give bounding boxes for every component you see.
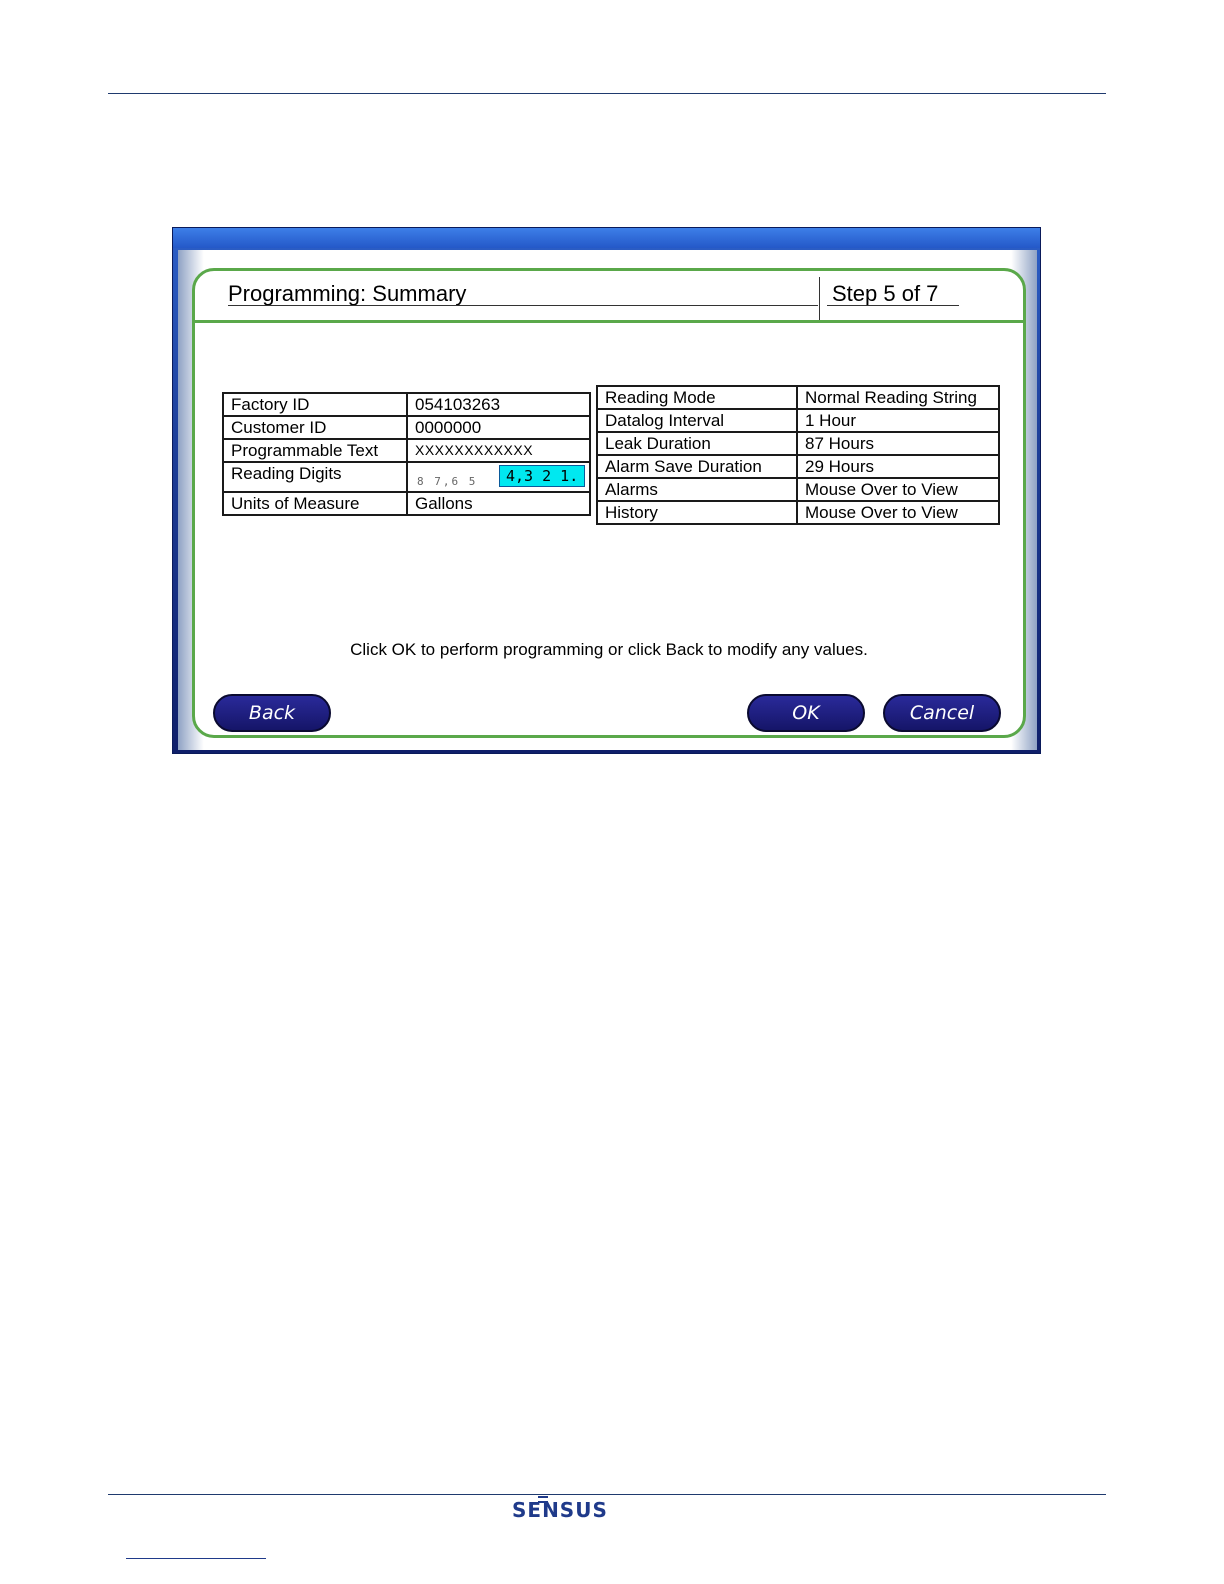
- row-value: Normal Reading String: [797, 386, 999, 409]
- history-mouseover[interactable]: Mouse Over to View: [797, 501, 999, 524]
- table-row: [597, 432, 999, 455]
- instruction-text: Click OK to perform programming or click Back to modify any values.: [350, 640, 868, 659]
- header-divider: [819, 277, 820, 320]
- summary-card: [192, 268, 1026, 738]
- table-row: [223, 439, 590, 462]
- alarms-mouseover[interactable]: Mouse Over to View: [797, 478, 999, 501]
- table-row: [597, 478, 999, 501]
- table-row: [597, 409, 999, 432]
- window-titlebar: [173, 228, 1040, 248]
- row-value: 0000000: [407, 416, 590, 439]
- row-label: Units of Measure: [223, 492, 407, 515]
- dialog-panel: [178, 250, 1037, 750]
- row-label: Alarm Save Duration: [597, 455, 797, 478]
- table-row: [223, 462, 590, 492]
- cancel-button[interactable]: Cancel: [883, 694, 1001, 732]
- step-indicator: Step 5 of 7: [832, 281, 939, 306]
- table-row: [597, 455, 999, 478]
- highlighted-digits: 4,3 2 1.: [499, 465, 585, 487]
- table-row: [223, 393, 590, 416]
- row-value: XXXXXXXXXXXX: [407, 439, 590, 462]
- table-row: [223, 416, 590, 439]
- row-value: 29 Hours: [797, 455, 999, 478]
- logo-text: SENSUS: [512, 1498, 608, 1522]
- row-label: Programmable Text: [223, 439, 407, 462]
- table-row: [597, 386, 999, 409]
- row-value: 1 Hour: [797, 409, 999, 432]
- title-underline: [228, 305, 818, 306]
- reading-digits-cell: [407, 462, 590, 492]
- page-title: Programming: Summary: [228, 281, 467, 306]
- row-label: Alarms: [597, 478, 797, 501]
- settings-table: [596, 385, 1000, 525]
- back-button[interactable]: Back: [213, 694, 331, 732]
- row-label: Reading Mode: [597, 386, 797, 409]
- footer-rule: [108, 1494, 1106, 1495]
- row-value: 054103263: [407, 393, 590, 416]
- row-label: History: [597, 501, 797, 524]
- step-underline: [827, 305, 959, 306]
- dimmed-digits: 8 7,6 5: [417, 475, 478, 488]
- row-label: Datalog Interval: [597, 409, 797, 432]
- row-label: Factory ID: [223, 393, 407, 416]
- row-value: Gallons: [407, 492, 590, 515]
- device-info-table: [222, 392, 591, 516]
- sensus-logo: [512, 1498, 608, 1522]
- row-label: Reading Digits: [223, 462, 407, 492]
- row-value: 87 Hours: [797, 432, 999, 455]
- row-label: Leak Duration: [597, 432, 797, 455]
- header-rule: [108, 93, 1106, 94]
- table-row: [223, 492, 590, 515]
- app-window: [172, 227, 1041, 754]
- table-row: [597, 501, 999, 524]
- logo-mark: [538, 1496, 548, 1503]
- header-separator: [195, 320, 1023, 323]
- reading-digits-display: [415, 463, 582, 491]
- footer-link-underline[interactable]: [126, 1558, 266, 1559]
- row-label: Customer ID: [223, 416, 407, 439]
- ok-button[interactable]: OK: [747, 694, 865, 732]
